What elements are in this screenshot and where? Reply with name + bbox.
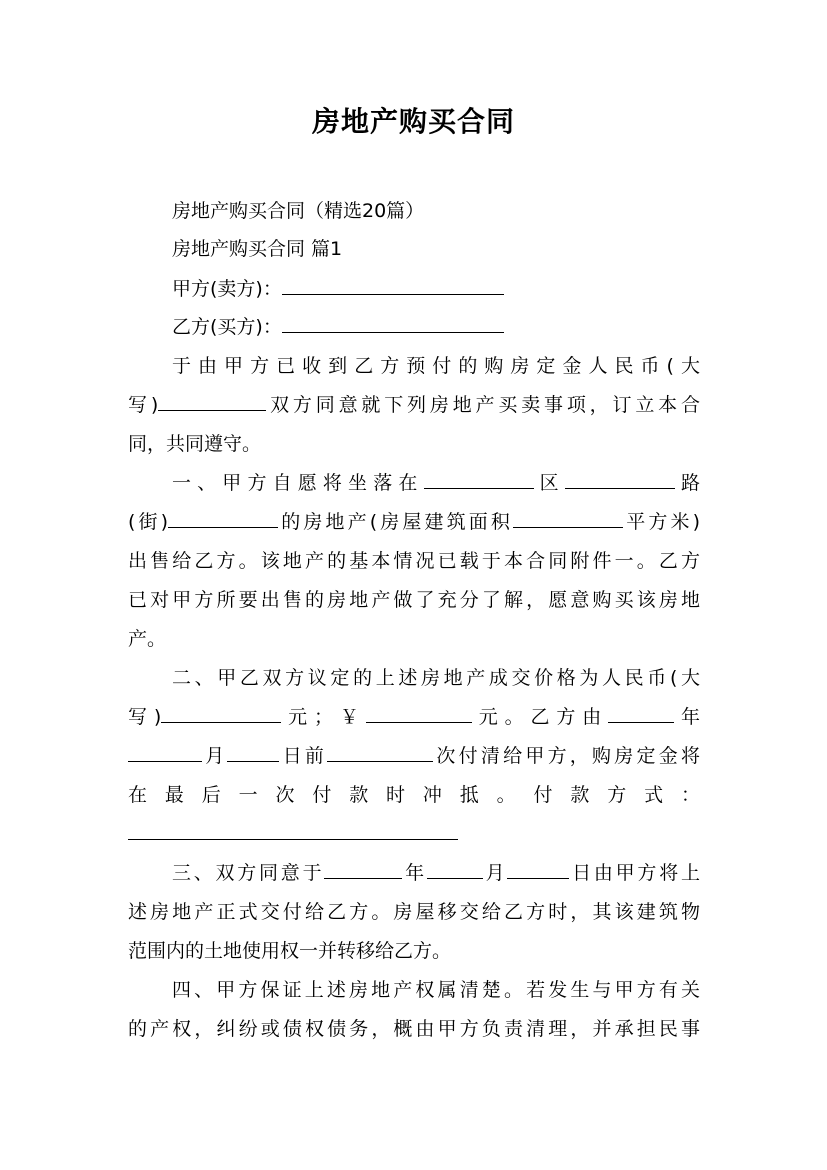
paragraph-line: 述房地产正式交付给乙方。房屋移交给乙方时，其该建筑物 [128,901,700,923]
payment-method-blank [128,821,458,840]
paragraph-line: 一、甲方自愿将坐落在 区 路 [172,472,700,494]
paragraph-line: 二、甲乙双方议定的上述房地产成交价格为人民币(大 [172,667,700,689]
area-blank [513,509,623,528]
paragraph-line: 范围内的土地使用权一并转移给乙方。 [128,940,452,962]
party-b-blank [282,314,504,333]
price-number-blank [366,704,472,723]
delivery-day-blank [507,860,569,879]
paragraph-line: 四、甲方保证上述房地产权属清楚。若发生与甲方有关 [172,979,700,1001]
party-a-label: 甲方(卖方)： [172,278,282,300]
party-b-line [172,314,700,340]
party-b-label: 乙方(买方)： [172,316,282,338]
party-a-blank [282,276,504,295]
party-a-line [172,276,700,302]
paragraph-line: 的产权，纠纷或债权债务，概由甲方负责清理，并承担民事 [128,1018,700,1040]
paragraph-line: 月 日前 次付清给甲方，购房定金将 [128,743,700,769]
paragraph-line: 写) 元；￥ 元。乙方由 年 [128,706,700,728]
street-blank [168,509,278,528]
paragraph-line: 产。 [128,628,167,650]
delivery-year-blank [324,860,402,879]
year-blank [608,704,674,723]
month-blank [128,743,202,762]
paragraph-line: 同，共同遵守。 [128,433,262,455]
day-blank [227,743,279,762]
paragraph-line: 于由甲方已收到乙方预付的购房定金人民币(大 [172,355,700,377]
paragraph-line: (街) 的房地产(房屋建筑面积 平方米) [128,511,700,533]
document-subtitle: 房地产购买合同（精选20篇） [172,200,425,222]
paragraph-line: 三、双方同意于 年 月 日由甲方将上 [172,862,700,884]
document-title: 房地产购买合同 [311,105,515,138]
payment-method-line [128,821,700,847]
paragraph-line: 在最后一次付款时冲抵。付款方式： [128,784,700,806]
installments-blank [327,743,433,762]
price-words-blank [161,704,281,723]
location-blank [424,470,534,489]
delivery-month-blank [427,860,483,879]
section-heading: 房地产购买合同 篇1 [172,238,343,260]
paragraph-line: 已对甲方所要出售的房地产做了充分了解，愿意购买该房地 [128,589,700,611]
deposit-amount-blank [158,392,266,411]
paragraph-line: 写) 双方同意就下列房地产买卖事项，订立本合 [128,394,700,416]
district-blank [565,470,675,489]
paragraph-line: 出售给乙方。该地产的基本情况已载于本合同附件一。乙方 [128,550,700,572]
